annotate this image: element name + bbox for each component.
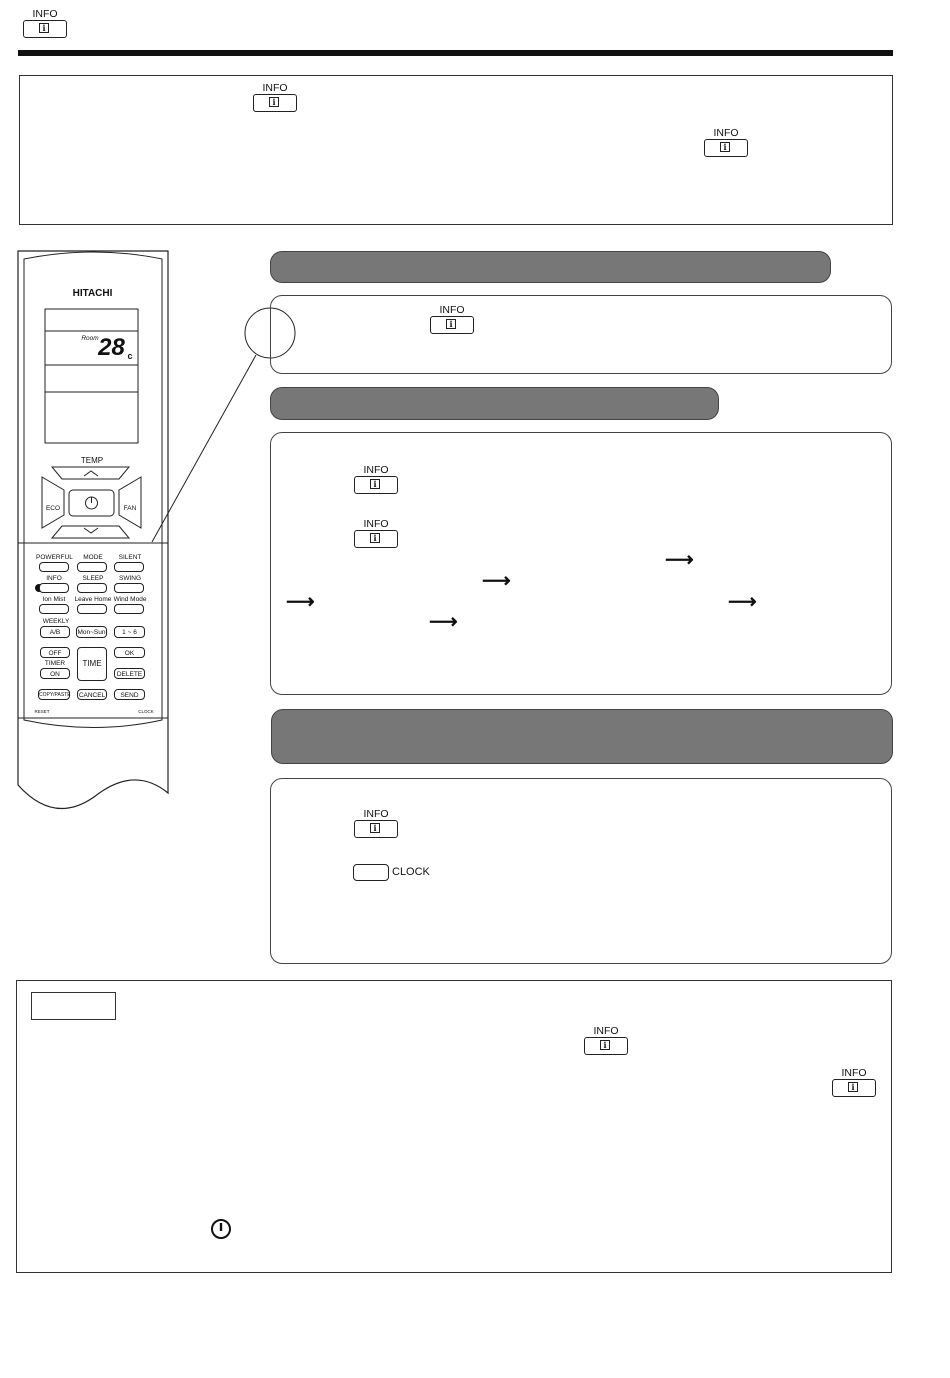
right-arrow-icon: ⟶ [429, 611, 458, 633]
remote-temp-display: 28 [98, 334, 125, 361]
remote-sleep-label: SLEEP [82, 575, 104, 582]
remote-temp-label: TEMP [80, 456, 104, 465]
remote-on-button[interactable]: ON [40, 668, 70, 679]
remote-cancel-button[interactable]: CANCEL [77, 689, 107, 700]
remote-brand: HITACHI [72, 288, 113, 299]
remote-off-button[interactable]: OFF [40, 647, 70, 658]
section2-info-key-icon-2: INFO i [353, 518, 399, 550]
remote-temp-unit: c [127, 351, 133, 361]
remote-leavehome-button[interactable] [77, 604, 107, 614]
remote-powerful-button[interactable] [39, 562, 69, 572]
remote-windmode-label: Wind Mode [113, 596, 147, 603]
remote-weekly-button[interactable]: A/B [40, 626, 70, 638]
notes-box [16, 980, 892, 1273]
remote-1-6-button[interactable]: 1 ~ 6 [114, 626, 145, 638]
section2-header-bar [270, 387, 719, 420]
power-icon [210, 1218, 232, 1240]
section1-box [270, 295, 892, 374]
notes-title-box [31, 992, 116, 1020]
right-arrow-icon: ⟶ [482, 570, 511, 592]
right-arrow-icon: ⟶ [665, 549, 694, 571]
remote-info-button[interactable] [39, 583, 69, 593]
remote-ok-button[interactable]: OK [114, 647, 145, 658]
clock-key-icon [353, 864, 389, 881]
remote-silent-label: SILENT [118, 554, 142, 561]
right-arrow-icon: ⟶ [728, 591, 757, 613]
remote-powerful-label: POWERFUL [36, 554, 73, 561]
notes-info-key-icon: INFO i [583, 1025, 629, 1057]
remote-reset-label: RESET [34, 709, 50, 714]
section3-info-key-icon: INFO i [353, 808, 399, 840]
remote-illustration [14, 245, 304, 830]
remote-leavehome-label: Leave Home [74, 596, 112, 603]
section1-header-bar [270, 251, 831, 283]
section1-info-key-icon: INFO i [429, 304, 475, 336]
remote-copypaste-button[interactable]: COPY/PASTE [38, 689, 70, 700]
remote-time-button[interactable]: TIME [77, 647, 107, 681]
remote-weekly-label: WEEKLY [42, 618, 70, 625]
section3-header-bar [271, 709, 893, 764]
remote-monsun-button[interactable]: Mon~Sun [76, 626, 107, 638]
clock-label: CLOCK [392, 866, 430, 878]
intro-info-key-icon: INFO i [252, 82, 298, 114]
remote-delete-button[interactable]: DELETE [114, 668, 145, 679]
remote-swing-label: SWING [118, 575, 142, 582]
remote-mode-label: MODE [83, 554, 103, 561]
remote-swing-button[interactable] [114, 583, 144, 593]
remote-eco-label: ECO [45, 505, 61, 512]
right-arrow-icon: ⟶ [286, 591, 315, 613]
header-rule [18, 50, 893, 56]
notes-info-key-icon-2: INFO i [831, 1067, 877, 1099]
remote-clock-label: CLOCK [138, 709, 154, 714]
section2-info-key-icon-1: INFO i [353, 464, 399, 496]
remote-fan-label: FAN [123, 505, 137, 512]
remote-silent-button[interactable] [114, 562, 144, 572]
intro-box [19, 75, 893, 225]
remote-timer-label: TIMER [44, 660, 66, 667]
remote-send-button[interactable]: SEND [114, 689, 145, 700]
remote-windmode-button[interactable] [114, 604, 144, 614]
remote-ionmist-button[interactable] [39, 604, 69, 614]
remote-mode-button[interactable] [77, 562, 107, 572]
remote-info-label: INFO [46, 575, 62, 582]
intro-info-key-icon-2: INFO i [703, 127, 749, 159]
remote-sleep-button[interactable] [77, 583, 107, 593]
remote-room-label: Room [81, 335, 99, 342]
header-info-key-icon: INFO i [22, 8, 68, 40]
remote-ionmist-label: Ion Mist [42, 596, 66, 603]
